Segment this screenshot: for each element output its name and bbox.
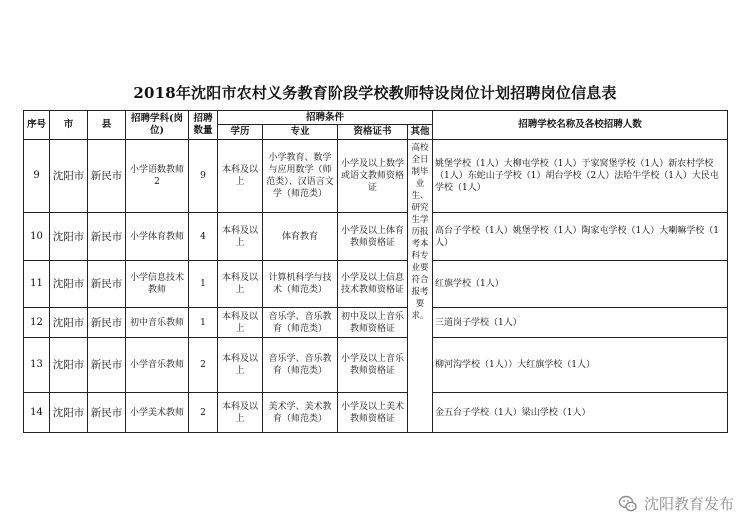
cell-subject: 小学音乐教师 (126, 338, 189, 393)
cell-subject: 小学美术教师 (126, 393, 189, 433)
cell-county: 新民市 (88, 393, 126, 433)
cell-schools: 三道岗子学校（1人） (433, 308, 728, 338)
cell-count: 2 (189, 393, 218, 433)
cell-major: 体育教育 (263, 213, 338, 261)
cell-major: 计算机科学与技术（师范类） (263, 261, 338, 308)
cell-certificate: 初中及以上音乐教师资格证 (338, 308, 408, 338)
header-conditions: 招聘条件 (218, 111, 433, 125)
cell-certificate: 小学及以上美术教师资格证 (338, 393, 408, 433)
header-education: 学历 (218, 125, 263, 140)
watermark (618, 493, 734, 514)
header-no: 序号 (24, 111, 50, 140)
table-row (24, 261, 728, 308)
table-row (24, 338, 728, 393)
cell-city: 沈阳市 (50, 261, 88, 308)
cell-schools: 红旗学校（1人） (433, 261, 728, 308)
cell-education: 本科及以上 (218, 213, 263, 261)
cell-city: 沈阳市 (50, 213, 88, 261)
table-row (24, 393, 728, 433)
cell-subject: 小学信息技术教师 (126, 261, 189, 308)
cell-education: 本科及以上 (218, 308, 263, 338)
table-row (24, 140, 728, 213)
cell-count: 9 (189, 140, 218, 213)
cell-subject: 初中音乐教师 (126, 308, 189, 338)
header-other: 其他 (408, 125, 433, 140)
cell-no: 9 (24, 140, 50, 213)
header-certificate: 资格证书 (338, 125, 408, 140)
cell-no: 13 (24, 338, 50, 393)
cell-city: 沈阳市 (50, 393, 88, 433)
wechat-icon (618, 494, 638, 514)
header-schools: 招聘学校名称及各校招聘人数 (433, 111, 728, 140)
cell-certificate: 小学及以上体育教师资格证 (338, 213, 408, 261)
cell-major: 美术学、美术教育（师范类） (263, 393, 338, 433)
cell-city: 沈阳市 (50, 338, 88, 393)
cell-certificate: 小学及以上信息技术教师资格证 (338, 261, 408, 308)
cell-county: 新民市 (88, 308, 126, 338)
cell-schools: 金五台子学校（1人）梁山学校（1人） (433, 393, 728, 433)
cell-major: 音乐学、音乐教育（师范类） (263, 338, 338, 393)
cell-city: 沈阳市 (50, 140, 88, 213)
cell-education: 本科及以上 (218, 338, 263, 393)
cell-schools: 柳河沟学校（1人））大红旗学校（1人） (433, 338, 728, 393)
header-major: 专业 (263, 125, 338, 140)
cell-schools: 高台子学校（1人）姚堡学校（1人）陶家屯学校（1人）大喇嘛学校（1人） (433, 213, 728, 261)
cell-subject: 小学体育教师 (126, 213, 189, 261)
table-row (24, 213, 728, 261)
cell-education: 本科及以上 (218, 140, 263, 213)
header-county: 县 (88, 111, 126, 140)
cell-count: 1 (189, 261, 218, 308)
cell-city: 沈阳市 (50, 308, 88, 338)
cell-schools: 姚堡学校（1人）大柳屯学校（1人）于家窝堡学校（1人）新农村学校（1人）东蛇山子学校（1）胡台学校（2人）法哈牛学校（1人）大民屯学校（1人） (433, 140, 728, 213)
recruitment-table (23, 110, 728, 433)
cell-subject: 小学语数教师2 (126, 140, 189, 213)
cell-no: 11 (24, 261, 50, 308)
cell-no: 10 (24, 213, 50, 261)
header-city: 市 (50, 111, 88, 140)
header-subject: 招聘学科(岗位) (126, 111, 189, 140)
cell-count: 2 (189, 338, 218, 393)
cell-certificate: 小学及以上音乐教师资格证 (338, 338, 408, 393)
cell-county: 新民市 (88, 140, 126, 213)
cell-major: 小学教育、数学与应用数学（师范类）、汉语言文学（师范类） (263, 140, 338, 213)
cell-no: 12 (24, 308, 50, 338)
page-title: 2018年沈阳市农村义务教育阶段学校教师特设岗位计划招聘岗位信息表 (133, 84, 617, 102)
cell-certificate: 小学及以上数学或语文教师资格证 (338, 140, 408, 213)
cell-county: 新民市 (88, 213, 126, 261)
cell-county: 新民市 (88, 338, 126, 393)
cell-count: 4 (189, 213, 218, 261)
cell-education: 本科及以上 (218, 393, 263, 433)
cell-education: 本科及以上 (218, 261, 263, 308)
cell-county: 新民市 (88, 261, 126, 308)
cell-no: 14 (24, 393, 50, 433)
table-row (24, 308, 728, 338)
header-count: 招聘数量 (189, 111, 218, 140)
cell-count: 1 (189, 308, 218, 338)
watermark-text: 沈阳教育发布 (643, 495, 734, 513)
cell-major: 音乐学、音乐教育（师范类） (263, 308, 338, 338)
cell-other-conditions: 高校全日制毕业生、研究生学历报考本科专业要符合报考要求。 (408, 140, 433, 433)
